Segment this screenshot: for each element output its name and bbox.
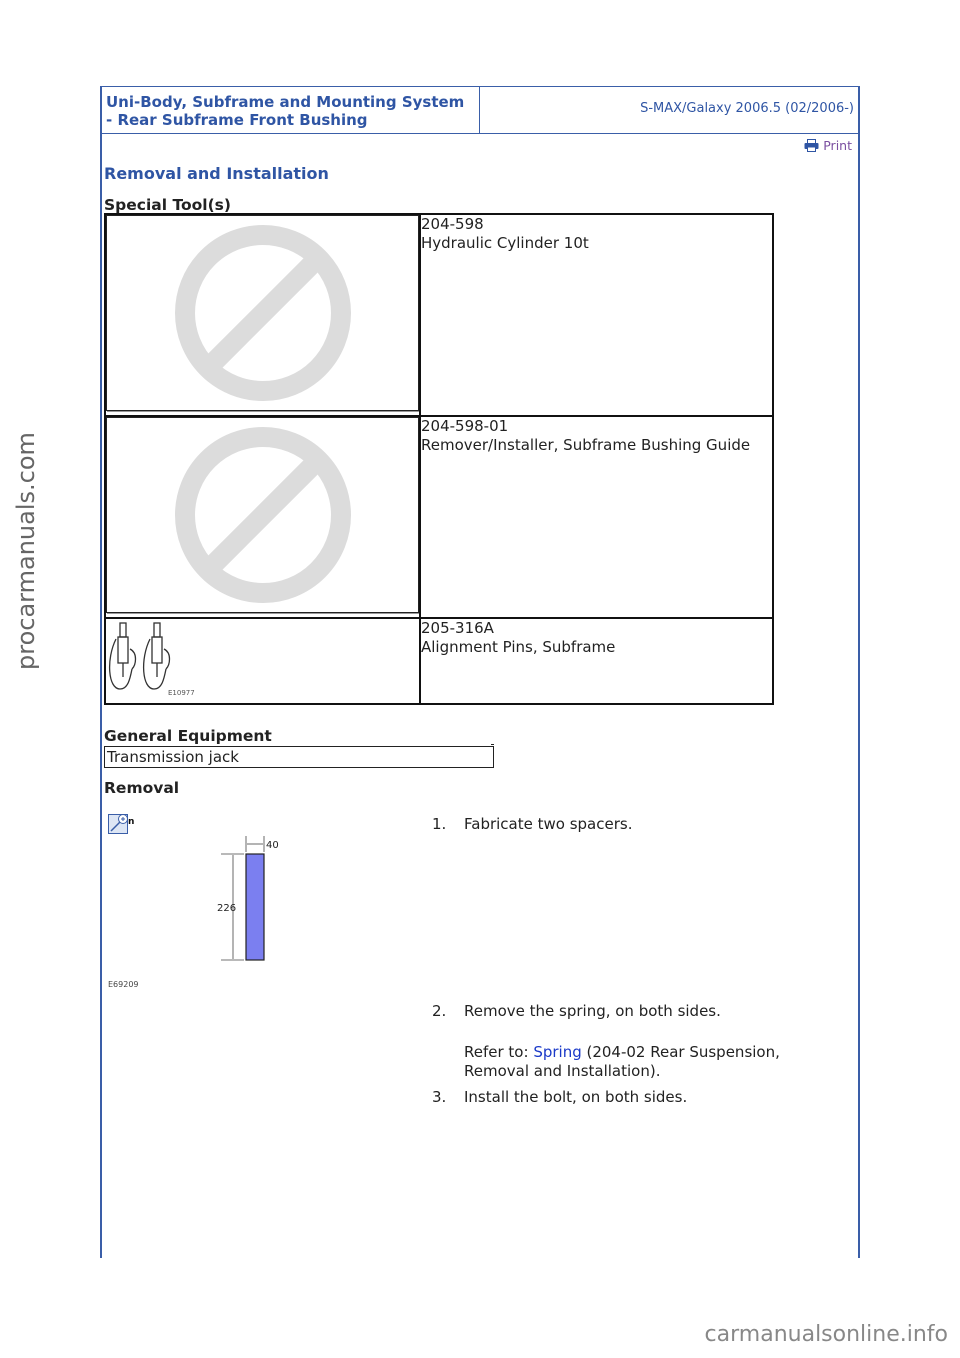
height-dimension: 226 [217, 903, 237, 914]
tool-number: 204-598 [421, 215, 484, 233]
figure-code: E69209 [108, 980, 139, 989]
no-image-icon [173, 223, 353, 403]
step-number: 1. [432, 815, 447, 833]
removal-step [432, 815, 824, 834]
tool-name: Hydraulic Cylinder 10t [421, 234, 589, 252]
spacer-shape [246, 854, 264, 960]
tool-number: 204-598-01 [421, 417, 509, 435]
side-watermark: procarmanuals.com [12, 432, 40, 670]
model-label: S-MAX/Galaxy 2006.5 (02/2006-) [640, 101, 854, 116]
general-equipment-heading: General Equipment [104, 727, 272, 745]
print-label: Print [823, 138, 852, 153]
print-button[interactable] [804, 138, 852, 153]
special-tools-table [104, 213, 774, 705]
document-header [100, 86, 860, 134]
step-text: Remove the spring, on both sides. [464, 1002, 721, 1020]
removal-step [432, 1002, 824, 1021]
tool-number: 205-316A [421, 619, 494, 637]
tool-image [106, 215, 419, 411]
spring-link[interactable]: Spring [533, 1043, 582, 1061]
title-line-1: Uni-Body, Subframe and Mounting System [106, 93, 465, 111]
step-text: Install the bolt, on both sides. [464, 1088, 688, 1106]
step-reference [464, 1043, 814, 1081]
tool-text-cell [420, 416, 773, 618]
no-image-icon [173, 425, 353, 605]
step-number: 3. [432, 1088, 447, 1106]
tool-name: Remover/Installer, Subframe Bushing Guide [421, 436, 751, 454]
width-dimension: 40 [266, 840, 279, 851]
table-edge [491, 744, 494, 747]
tool-row [105, 618, 773, 704]
tool-image-cell [105, 214, 420, 416]
alignment-pins-drawing [106, 619, 226, 699]
tool-text-cell [420, 618, 773, 704]
special-tools-heading: Special Tool(s) [104, 196, 231, 214]
image-code: E10977 [168, 689, 195, 697]
document-title [102, 87, 480, 133]
tool-image [106, 417, 419, 613]
bottom-watermark: carmanualsonline.info [704, 1322, 948, 1347]
reference-prefix: Refer to: [464, 1043, 534, 1061]
tool-text-cell [420, 214, 773, 416]
removal-step [432, 1088, 824, 1107]
tool-image-cell [105, 618, 420, 704]
general-equipment-item: Transmission jack [104, 746, 494, 768]
tool-name: Alignment Pins, Subframe [421, 638, 616, 656]
spacer-figure [104, 830, 304, 992]
svg-text:n: n [128, 817, 135, 827]
tool-row [105, 416, 773, 618]
removal-heading: Removal [104, 779, 180, 797]
tool-image-cell [105, 416, 420, 618]
tool-row [105, 214, 773, 416]
step-text: Fabricate two spacers. [464, 815, 633, 833]
step-number: 2. [432, 1002, 447, 1020]
title-line-2: - Rear Subframe Front Bushing [106, 111, 368, 129]
section-title: Removal and Installation [104, 164, 329, 183]
printer-icon [804, 139, 819, 152]
reference-suffix: (204-02 Rear Suspension, Removal and Installation). [464, 1043, 780, 1080]
